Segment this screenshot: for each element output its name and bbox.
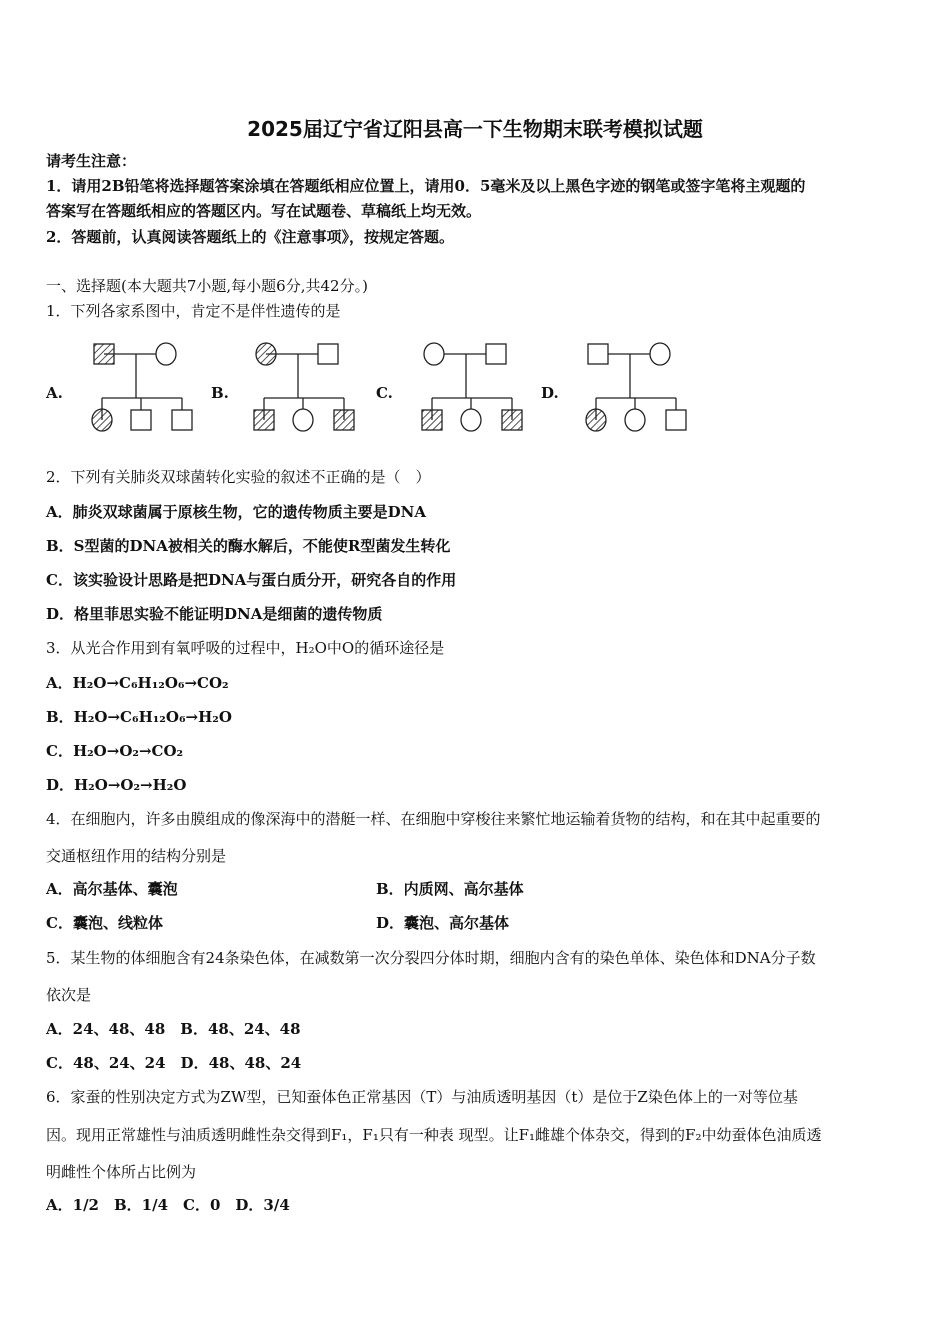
unaffected-female-symbol <box>424 343 444 365</box>
unaffected-female-symbol <box>461 409 481 431</box>
pedigree-a <box>88 338 198 438</box>
q3-stem: 3．从光合作用到有氧呼吸的过程中，H₂O中O的循环途径是 <box>46 639 445 657</box>
unaffected-female-symbol <box>156 343 176 365</box>
affected-female-symbol <box>256 343 276 365</box>
q2-option-a: A．肺炎双球菌属于原核生物，它的遗传物质主要是DNA <box>46 503 426 521</box>
q4-option-d: D．囊泡、高尔基体 <box>376 914 510 932</box>
affected-male-symbol <box>422 410 442 430</box>
unaffected-female-symbol <box>625 409 645 431</box>
affected-female-symbol <box>586 409 606 431</box>
affected-male-symbol <box>334 410 354 430</box>
unaffected-male-symbol <box>486 344 506 364</box>
q4-option-b: B．内质网、高尔基体 <box>376 880 524 898</box>
q3-option-a: A．H₂O→C₆H₁₂O₆→CO₂ <box>46 674 229 692</box>
notice-line-2: 2．答题前，认真阅读答题纸上的《注意事项》，按规定答题。 <box>46 228 454 246</box>
pedigree-c <box>418 338 528 438</box>
q5-options-ab: A．24、48、48 B．48、24、48 <box>46 1020 301 1038</box>
q2-option-b: B．S型菌的DNA被相关的酶水解后，不能使R型菌发生转化 <box>46 537 451 555</box>
pedigree-d <box>582 338 692 438</box>
q3-option-c: C．H₂O→O₂→CO₂ <box>46 742 184 760</box>
q3-option-b: B．H₂O→C₆H₁₂O₆→H₂O <box>46 708 232 726</box>
unaffected-female-symbol <box>650 343 670 365</box>
q3-option-d: D．H₂O→O₂→H₂O <box>46 776 187 794</box>
q1-option-label: C. <box>376 384 393 402</box>
unaffected-female-symbol <box>293 409 313 431</box>
unaffected-male-symbol <box>588 344 608 364</box>
affected-male-symbol <box>502 410 522 430</box>
page-title: 2025届辽宁省辽阳县高一下生物期末联考模拟试题 <box>247 117 703 141</box>
q4-stem-cont: 交通枢纽作用的结构分别是 <box>46 847 227 865</box>
unaffected-male-symbol <box>172 410 192 430</box>
section-heading: 一、选择题(本大题共7小题,每小题6分,共42分。) <box>46 277 368 295</box>
q5-stem: 5．某生物的体细胞含有24条染色体，在减数第一次分裂四分体时期，细胞内含有的染色单体、染色体和DNA分子数 <box>46 949 816 967</box>
unaffected-male-symbol <box>318 344 338 364</box>
affected-male-symbol <box>254 410 274 430</box>
notice-line-1: 1．请用2B铅笔将选择题答案涂填在答题纸相应位置上，请用0．5毫米及以上黑色字迹的钢笔或签字笔将主观题的 <box>46 177 806 195</box>
q6-options: A．1/2 B．1/4 C．0 D．3/4 <box>46 1196 290 1214</box>
q4-option-c: C．囊泡、线粒体 <box>46 914 163 932</box>
q4-option-a: A．高尔基体、囊泡 <box>46 880 178 898</box>
affected-female-symbol <box>92 409 112 431</box>
notice-line-1-cont: 答案写在答题纸相应的答题区内。写在试题卷、草稿纸上均无效。 <box>46 202 482 220</box>
q2-stem: 2．下列有关肺炎双球菌转化实验的叙述不正确的是（ ） <box>46 468 431 486</box>
q1-option-label: A. <box>46 384 63 402</box>
affected-male-symbol <box>94 344 114 364</box>
q5-stem-cont: 依次是 <box>46 986 92 1004</box>
q5-options-cd: C．48、24、24 D．48、48、24 <box>46 1054 302 1072</box>
q2-option-c: C．该实验设计思路是把DNA与蛋白质分开，研究各自的作用 <box>46 571 457 589</box>
q1-stem: 1．下列各家系图中，肯定不是伴性遗传的是 <box>46 302 341 320</box>
q2-option-d: D．格里菲思实验不能证明DNA是细菌的遗传物质 <box>46 605 383 623</box>
q1-option-label: D. <box>541 384 559 402</box>
q4-stem: 4．在细胞内，许多由膜组成的像深海中的潜艇一样、在细胞中穿梭往来繁忙地运输着货物的结构，和在其中起重要的 <box>46 810 821 828</box>
unaffected-male-symbol <box>131 410 151 430</box>
q1-option-label: B. <box>211 384 229 402</box>
notice-heading: 请考生注意： <box>46 152 137 170</box>
q6-stem-cont2: 明雌性个体所占比例为 <box>46 1163 197 1181</box>
q6-stem: 6．家蚕的性别决定方式为ZW型，已知蚕体色正常基因（T）与油质透明基因（t）是位于Z染色体上的一对等位基 <box>46 1088 798 1106</box>
pedigree-b <box>250 338 360 438</box>
q6-stem-cont: 因。现用正常雄性与油质透明雌性杂交得到F₁，F₁只有一种表 现型。让F₁雌雄个体杂交，得到的F₂中幼蚕体色油质透 <box>46 1126 822 1144</box>
unaffected-male-symbol <box>666 410 686 430</box>
